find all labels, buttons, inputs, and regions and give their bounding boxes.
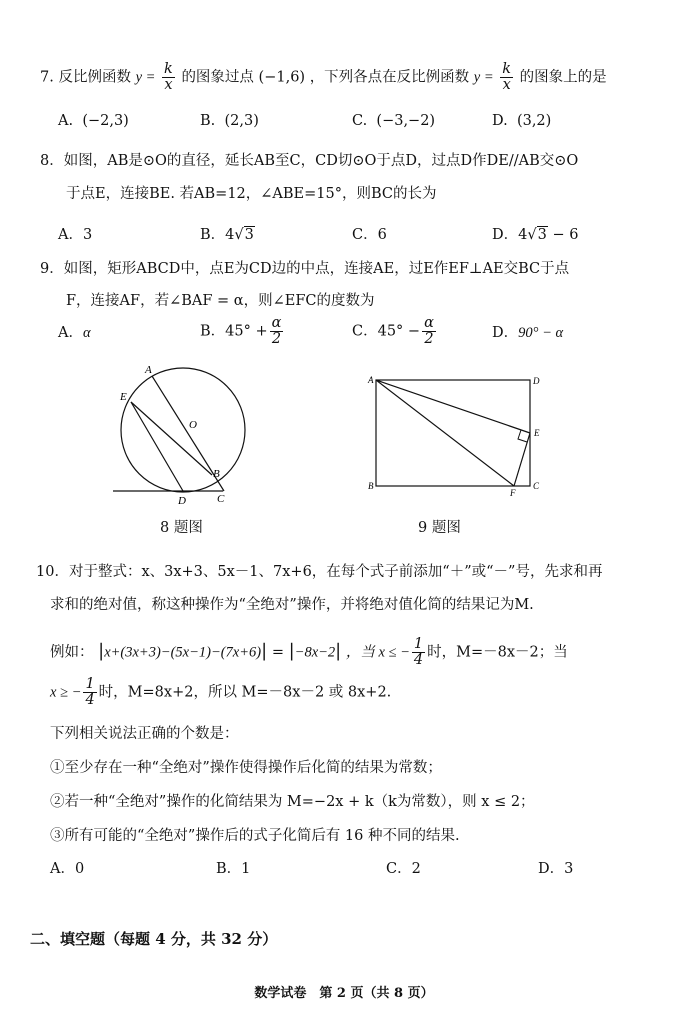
- label-b: B: [368, 481, 374, 491]
- line-ae: [376, 380, 530, 433]
- fig9-caption: 9 题图: [418, 520, 461, 536]
- q7-text: 的图象上的是: [519, 69, 607, 86]
- label-d: D: [533, 376, 540, 386]
- page-footer: 数学试卷 第 2 页（共 8 页）: [254, 986, 434, 1001]
- q7-option-d[interactable]: D. (3,2): [492, 113, 552, 129]
- label-c: C: [533, 481, 540, 491]
- q10-intro: 下列相关说法正确的个数是：: [50, 726, 239, 742]
- q8-line-2: 于点E，连接BE. 若AB=12，∠ABE=15°，则BC的长为: [66, 186, 437, 202]
- q9-option-a[interactable]: A．α: [58, 325, 91, 341]
- q9-line-2: F，连接AF，若∠BAF = α，则∠EFC的度数为: [66, 293, 375, 309]
- label-e: E: [120, 391, 127, 403]
- q7-number: 7.: [40, 69, 54, 86]
- label-f: F: [510, 488, 516, 498]
- q10-statement-3: ③所有可能的“全绝对”操作后的式子化简后有 16 种不同的结果.: [50, 828, 460, 844]
- q10-option-d[interactable]: D．3: [538, 861, 574, 877]
- q10-statement-1: ①至少存在一种“全绝对”操作使得操作后化简的结果为常数；: [50, 760, 442, 776]
- q8-option-c[interactable]: C．6: [352, 227, 387, 243]
- line-ef: [514, 433, 530, 486]
- q7-function-lhs: y =: [473, 69, 494, 86]
- q7-point: (−1,6): [258, 69, 306, 86]
- label-c: C: [217, 493, 225, 505]
- label-b: B: [213, 468, 220, 480]
- q7-text: ，下列各点在反比例函数: [309, 69, 470, 86]
- q10-example: 例如： |x+(3x+3)−(5x−1)−(7x+6)| = |−8x−2| ，当 x ≤ − $\frac{1}{4}$ 时，M=－8x－2；当: [50, 636, 568, 668]
- label-a: A: [368, 375, 374, 385]
- figure-9: [366, 372, 550, 498]
- rectangle-abcd: [376, 380, 530, 486]
- q10-line-1: 10．对于整式：x、3x+3、5x－1、7x+6，在每个式子前添加“＋”或“－”号，先求和再: [36, 564, 603, 580]
- q8-line-1: 8．如图，AB是⊙O的直径，延长AB至C，CD切⊙O于点D，过点D作DE//AB交⊙O: [40, 153, 579, 169]
- example-result: −8x−2: [294, 644, 336, 661]
- q8-option-a[interactable]: A．3: [58, 227, 93, 243]
- line-af: [376, 380, 514, 486]
- section-2-title: 二、填空题（每题 4 分，共 32 分）: [30, 930, 278, 948]
- q7-fraction: $\frac{k}{x}$: [502, 61, 512, 93]
- q7-option-c[interactable]: C. (−3,−2): [352, 113, 436, 129]
- q9-option-b[interactable]: B．45° + $\frac{\alpha}{2}$: [200, 315, 282, 347]
- q7-option-a[interactable]: A. (−2,3): [58, 113, 129, 129]
- q9-line-1: 9．如图，矩形ABCD中，点E为CD边的中点，连接AE，过E作EF⊥AE交BC于点: [40, 261, 570, 277]
- q10-option-a[interactable]: A．0: [50, 861, 85, 877]
- q9-option-d[interactable]: D．90° − α: [492, 325, 564, 341]
- q10-statement-2: ②若一种“全绝对”操作的化简结果为 M=−2x + k（k为常数），则 x ≤ 2；: [50, 794, 535, 810]
- label-a: A: [145, 364, 152, 376]
- line-ed: [131, 402, 183, 491]
- q8-option-d[interactable]: D．4√3 − 6: [492, 227, 579, 243]
- label-e: E: [534, 428, 540, 438]
- fig8-caption: 8 题图: [160, 520, 203, 536]
- q7-fraction: $\frac{k}{x}$: [164, 61, 173, 93]
- q10-line-2: 求和的绝对值，称这种操作为“全绝对”操作，并将绝对值化简的结果记为M.: [50, 597, 534, 613]
- figure-8: [105, 362, 265, 512]
- q7-stem: [40, 62, 607, 93]
- q10-example-cont: x ≥ − $\frac{1}{4}$ 时，M=8x+2，所以 M=－8x－2 或 8x+2.: [50, 676, 392, 708]
- q7-text: 的图象过点: [181, 69, 254, 86]
- q7-text: 反比例函数: [58, 69, 131, 86]
- circle-o: [121, 368, 245, 492]
- label-o: O: [189, 419, 197, 431]
- q7-function-lhs: y =: [135, 69, 156, 86]
- line-eb: [131, 402, 212, 475]
- q10-option-c[interactable]: C．2: [386, 861, 421, 877]
- example-expression: x+(3x+3)−(5x−1)−(7x+6): [104, 644, 262, 661]
- q8-option-b[interactable]: B．4√3: [200, 227, 254, 243]
- label-d: D: [178, 495, 186, 507]
- q7-option-b[interactable]: B. (2,3): [200, 113, 259, 129]
- q9-option-c[interactable]: C．45° − $\frac{\alpha}{2}$: [352, 315, 434, 347]
- q10-option-b[interactable]: B．1: [216, 861, 251, 877]
